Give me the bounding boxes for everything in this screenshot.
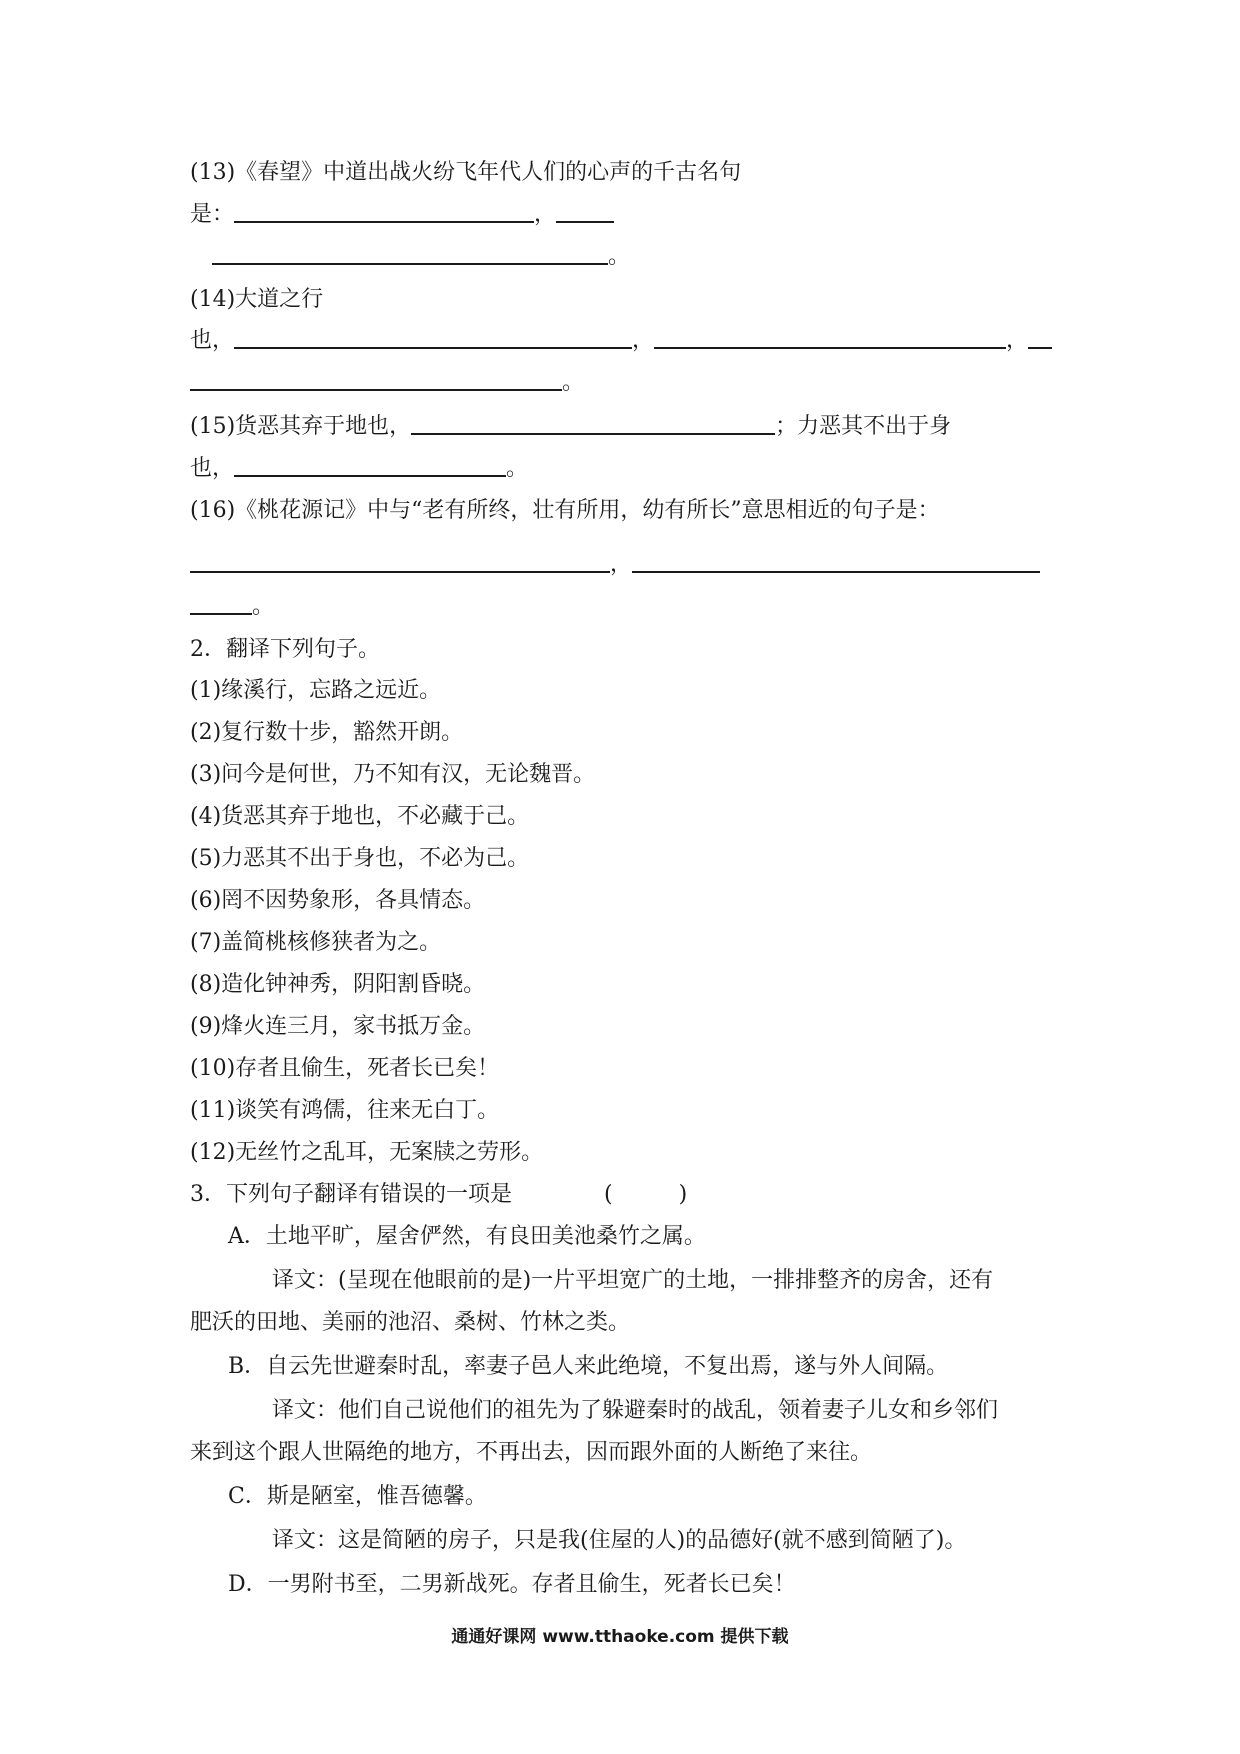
q15-answer-line	[190, 452, 528, 486]
q14-answer-line-2	[190, 366, 584, 400]
q14-blank-3a[interactable]	[1028, 327, 1052, 349]
q15-prompt	[190, 410, 951, 444]
q14-blank-2[interactable]	[654, 327, 1006, 349]
section2-item: (1)缘溪行，忘路之远近。	[190, 678, 442, 703]
option-b-translation-line-1: 译文：他们自己说他们的祖先为了躲避秦时的战乱，领着妻子儿女和乡邻们	[272, 1398, 999, 1423]
q13-end: 。	[608, 244, 631, 269]
section2-item: (5)力恶其不出于身也，不必为己。	[190, 846, 530, 871]
section3-title: 3．下列句子翻译有错误的一项是	[190, 1182, 512, 1207]
q13-blank-2a[interactable]	[556, 201, 614, 223]
page-footer: 通通好课网 www.tthaoke.com 提供下载	[451, 1627, 789, 1647]
q15-blank-2[interactable]	[234, 455, 506, 477]
option-d: D．一男附书至，二男新战死。存者且偷生，死者长已矣！	[228, 1572, 796, 1597]
q14-blank-1[interactable]	[234, 327, 632, 349]
section2-item: (2)复行数十步，豁然开朗。	[190, 720, 464, 745]
section2-item: (11)谈笑有鸿儒，往来无白丁。	[190, 1098, 500, 1123]
option-c: C．斯是陋室，惟吾德馨。	[228, 1484, 487, 1509]
q16-comma: ，	[610, 552, 633, 577]
q16-blank-2a[interactable]	[632, 551, 1040, 573]
q14-prefix: (14)大道之行	[190, 287, 324, 312]
section2-item: (12)无丝竹之乱耳，无案牍之劳形。	[190, 1140, 544, 1165]
section2-item: (3)问今是何世，乃不知有汉，无论魏晋。	[190, 762, 596, 787]
q14-prompt	[190, 283, 323, 317]
section3-question	[190, 1178, 687, 1212]
q13-answer-line-1	[190, 198, 614, 232]
q13-line2-prefix: 是：	[190, 202, 235, 227]
q15-prefix: (15)货恶其弃于地也，	[190, 414, 412, 439]
q16-end: 。	[252, 594, 275, 619]
q15-blank-1[interactable]	[411, 413, 775, 435]
q16-prompt	[190, 494, 940, 528]
q14-comma-1: ，	[632, 328, 655, 353]
option-c-translation: 译文：这是简陋的房子，只是我(住屋的人)的品德好(就不感到简陋了)。	[272, 1528, 967, 1553]
section2-item: (4)货恶其弃于地也，不必藏于己。	[190, 804, 530, 829]
q15-middle: ；力恶其不出于身	[775, 414, 952, 439]
section2-item: (9)烽火连三月，家书抵万金。	[190, 1014, 486, 1039]
q14-answer-line-1	[190, 324, 1052, 358]
q16-answer-line-2	[190, 590, 274, 624]
q14-comma-2: ，	[1006, 328, 1029, 353]
q13-comma: ，	[534, 202, 557, 227]
q14-end: 。	[562, 370, 585, 395]
answer-paren[interactable]: ( )	[604, 1182, 688, 1207]
q13-prompt	[190, 156, 741, 190]
option-b-translation-line-2: 来到这个跟人世隔绝的地方，不再出去，因而跟外面的人断绝了来往。	[190, 1440, 873, 1465]
q16-answer-line-1	[190, 548, 1040, 582]
section2-title: 2．翻译下列句子。	[190, 637, 380, 662]
option-a-translation-line-1: 译文：(呈现在他眼前的是)一片平坦宽广的土地，一排排整齐的房舍，还有	[272, 1268, 994, 1293]
q14-blank-3b[interactable]	[190, 369, 562, 391]
q15-line2-prefix: 也，	[190, 456, 235, 481]
q15-end: 。	[506, 456, 529, 481]
q13-answer-line-2	[212, 240, 630, 274]
q13-blank-2b[interactable]	[212, 243, 608, 265]
section2-item: (8)造化钟神秀，阴阳割昏晓。	[190, 972, 486, 997]
option-a: A．土地平旷，屋舍俨然，有良田美池桑竹之属。	[228, 1224, 706, 1249]
option-b: B．自云先世避秦时乱，率妻子邑人来此绝境，不复出焉，遂与外人间隔。	[228, 1354, 949, 1379]
section2-item: (6)罔不因势象形，各具情态。	[190, 888, 486, 913]
option-a-translation-line-2: 肥沃的田地、美丽的池沼、桑树、竹林之类。	[190, 1310, 631, 1335]
section2-item: (10)存者且偷生，死者长已矣！	[190, 1056, 500, 1081]
q13-blank-1[interactable]	[234, 201, 534, 223]
q16-blank-2b[interactable]	[190, 593, 252, 615]
section2-item: (7)盖简桃核修狭者为之。	[190, 930, 442, 955]
q16-blank-1[interactable]	[190, 551, 610, 573]
q16-prefix: (16)《桃花源记》中与“老有所终，壮有所用，幼有所长”意思相近的句子是：	[190, 498, 940, 523]
q14-line2-prefix: 也，	[190, 328, 235, 353]
q13-prefix: (13)《春望》中道出战火纷飞年代人们的心声的千古名句	[190, 160, 742, 185]
